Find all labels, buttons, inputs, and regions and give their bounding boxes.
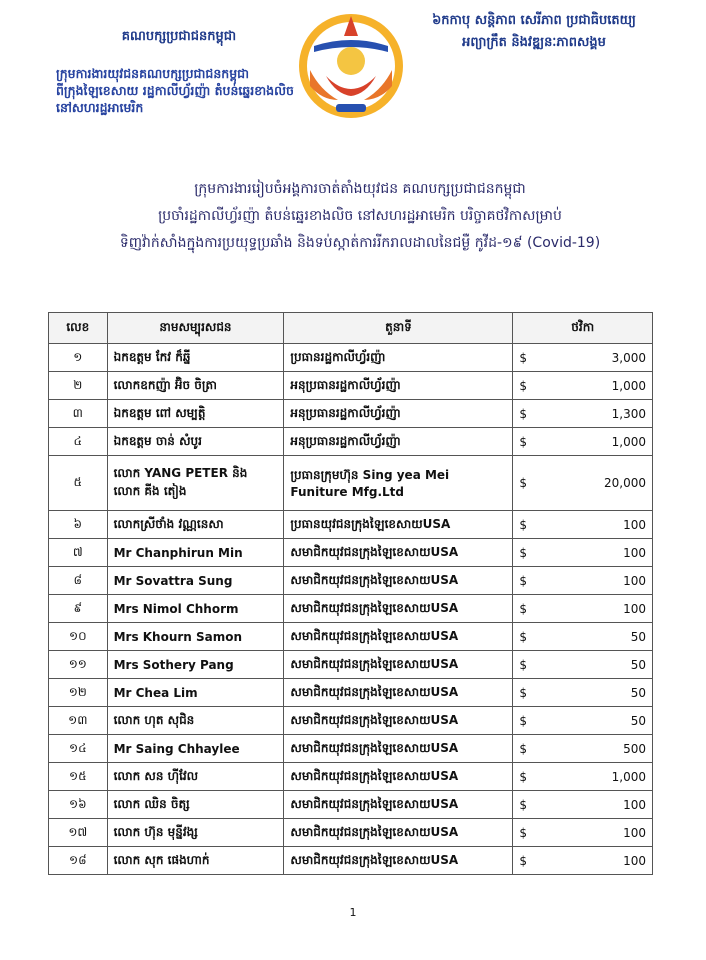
currency-symbol: $ [519, 685, 528, 700]
amount-value: 50 [630, 657, 646, 672]
row-number: ១១ [49, 651, 108, 679]
currency-symbol: $ [519, 713, 528, 728]
donor-name: លោក ឈិន ចិត្ស [107, 791, 284, 819]
currency-symbol: $ [519, 406, 528, 421]
row-number: ៣ [49, 400, 108, 428]
row-number: ១៨ [49, 847, 108, 875]
organization-lines [48, 65, 310, 116]
row-number: ១២ [49, 679, 108, 707]
donor-position: សមាជិកយុវជនក្រុងឡៃខេសាយUSA [284, 735, 513, 763]
table-row [49, 623, 653, 651]
amount-value: 100 [623, 853, 646, 868]
donor-position: ប្រធានរដ្ឋកាលីហ្វ័រញ៉ា [284, 344, 513, 372]
donation-amount [513, 344, 653, 372]
donor-name: លោកស្រីថាំង វណ្ណនេសា [107, 511, 284, 539]
donor-name: Mrs Khourn Samon [107, 623, 284, 651]
title-line: ប្រចាំរដ្ឋកាលីហ្វ័រញ៉ា តំបន់ឆ្នេរខាងលិច នៅសហរដ្ឋអាមេរិក បរិច្ចាគថវិកាសម្រាប់ [158, 208, 562, 224]
national-motto: ៦កកាបុ សន្តិភាព សេរីភាព ប្រជាធិបតេយ្យ [432, 13, 636, 28]
donor-name: លោក ហុត សុជិន [107, 707, 284, 735]
donation-amount [513, 511, 653, 539]
donor-position: សមាជិកយុវជនក្រុងឡៃខេសាយUSA [284, 707, 513, 735]
header-name: នាមសម្បុរសជន [107, 313, 284, 344]
currency-symbol: $ [519, 825, 528, 840]
row-number: ៥ [49, 456, 108, 511]
donation-amount [513, 707, 653, 735]
donor-name: Mr Saing Chhaylee [107, 735, 284, 763]
currency-symbol: $ [519, 741, 528, 756]
national-motto-line-2: អព្យាក្រឹត និងវឌ្ឍនៈភាពសង្គម [462, 35, 606, 50]
donor-name: លោក YANG PETER និង លោក គីង តៀង [107, 456, 284, 511]
party-name: គណបក្សប្រជាជនកម្ពុជា [121, 29, 237, 44]
amount-value: 100 [623, 545, 646, 560]
row-number: ១៤ [49, 735, 108, 763]
header-position: តួនាទី [284, 313, 513, 344]
amount-value: 100 [623, 797, 646, 812]
table-row [49, 791, 653, 819]
amount-value: 1,300 [611, 406, 646, 421]
donor-name: Mrs Sothery Pang [107, 651, 284, 679]
donor-position: សមាជិកយុវជនក្រុងឡៃខេសាយUSA [284, 679, 513, 707]
currency-symbol: $ [519, 378, 528, 393]
organization-line: ក្រុមការងារយុវជនគណបក្សប្រជាជនកម្ពុជា [56, 66, 250, 81]
donation-amount [513, 679, 653, 707]
donation-amount [513, 791, 653, 819]
donation-amount [513, 623, 653, 651]
currency-symbol: $ [519, 517, 528, 532]
donor-name: ឯកឧត្តម កែវ ក៏ឆ្នី [107, 344, 284, 372]
donation-amount [513, 567, 653, 595]
donation-amount [513, 763, 653, 791]
donation-amount [513, 456, 653, 511]
donor-position: សមាជិកយុវជនក្រុងឡៃខេសាយUSA [284, 819, 513, 847]
amount-value: 100 [623, 825, 646, 840]
row-number: ១៥ [49, 763, 108, 791]
table-row [49, 651, 653, 679]
donation-amount [513, 847, 653, 875]
amount-value: 100 [623, 601, 646, 616]
donor-name: Mr Chanphirun Min [107, 539, 284, 567]
donor-position: សមាជិកយុវជនក្រុងឡៃខេសាយUSA [284, 763, 513, 791]
amount-value: 3,000 [611, 350, 646, 365]
amount-value: 50 [630, 629, 646, 644]
donation-amount [513, 651, 653, 679]
donor-position: ប្រធានក្រុមហ៊ុន Sing yea Mei Funiture Mfg.Ltd [284, 456, 513, 511]
donor-position: សមាជិកយុវជនក្រុងឡៃខេសាយUSA [284, 539, 513, 567]
row-number: ៧ [49, 539, 108, 567]
donor-position: សមាជិកយុវជនក្រុងឡៃខេសាយUSA [284, 595, 513, 623]
header-amount: ថវិកា [513, 313, 653, 344]
row-number: ៨ [49, 567, 108, 595]
amount-value: 500 [623, 741, 646, 756]
currency-symbol: $ [519, 853, 528, 868]
donation-amount [513, 819, 653, 847]
table-row [49, 428, 653, 456]
table-row [49, 763, 653, 791]
table-row [49, 847, 653, 875]
donor-name: លោកឧកញ៉ា អ៊ិច ចិត្រា [107, 372, 284, 400]
donor-name: លោក សន ហ៊ីវែល [107, 763, 284, 791]
donor-position: សមាជិកយុវជនក្រុងឡៃខេសាយUSA [284, 623, 513, 651]
table-row [49, 344, 653, 372]
donation-amount [513, 539, 653, 567]
amount-value: 100 [623, 573, 646, 588]
document-title [40, 176, 680, 257]
donor-name: Mr Chea Lim [107, 679, 284, 707]
row-number: ២ [49, 372, 108, 400]
donor-name: ឯកឧត្តម ពៅ សម្បត្តិ [107, 400, 284, 428]
donor-position: អនុប្រធានរដ្ឋកាលីហ្វ័រញ៉ា [284, 372, 513, 400]
currency-symbol: $ [519, 476, 528, 490]
table-row [49, 372, 653, 400]
organization-line: នៅសហរដ្ឋអាមេរិក [56, 100, 144, 115]
amount-value: 100 [623, 517, 646, 532]
donation-amount [513, 428, 653, 456]
currency-symbol: $ [519, 573, 528, 588]
donation-amount [513, 372, 653, 400]
currency-symbol: $ [519, 769, 528, 784]
table-row [49, 511, 653, 539]
amount-value: 1,000 [611, 434, 646, 449]
row-number: ៤ [49, 428, 108, 456]
table-row [49, 595, 653, 623]
table-row [49, 707, 653, 735]
currency-symbol: $ [519, 629, 528, 644]
row-number: ១៧ [49, 819, 108, 847]
currency-symbol: $ [519, 797, 528, 812]
donor-position: សមាជិកយុវជនក្រុងឡៃខេសាយUSA [284, 847, 513, 875]
row-number: ៦ [49, 511, 108, 539]
donor-position: ប្រធានយុវជនក្រុងឡៃខេសាយUSA [284, 511, 513, 539]
organization-line: ពីក្រុងឡៃខេសាយ រដ្ឋកាលីហ្វ័រញ៉ា តំបន់ឆ្នេរខាងលិច [56, 83, 294, 98]
table-row [49, 679, 653, 707]
title-line: ទិញវ៉ាក់សាំងក្នុងការប្រយុទ្ធប្រឆាំង និងទប់ស្កាត់ការរីករាលដាលនៃជម្ងឺ កូវីដ-១៩ (Covid-19) [119, 235, 601, 251]
header-right [384, 10, 684, 54]
currency-symbol: $ [519, 657, 528, 672]
currency-symbol: $ [519, 434, 528, 449]
title-line: ក្រុមការងាររៀបចំអង្គការចាត់តាំងយុវជន គណបក្សប្រជាជនកម្ពុជា [194, 181, 526, 197]
currency-symbol: $ [519, 350, 528, 365]
donor-name: ឯកឧត្តម ចាន់ សំបូរ [107, 428, 284, 456]
row-number: ១ [49, 344, 108, 372]
donor-name: លោក សុក ផេងហាក់ [107, 847, 284, 875]
header-number: លេខ [49, 313, 108, 344]
donor-position: អនុប្រធានរដ្ឋកាលីហ្វ័រញ៉ា [284, 400, 513, 428]
amount-value: 50 [630, 713, 646, 728]
currency-symbol: $ [519, 601, 528, 616]
table-body [49, 344, 653, 875]
donation-amount [513, 735, 653, 763]
row-number: ១៣ [49, 707, 108, 735]
donation-table [48, 312, 653, 875]
header-left [48, 22, 310, 116]
currency-symbol: $ [519, 545, 528, 560]
table-row [49, 819, 653, 847]
amount-value: 20,000 [604, 476, 646, 490]
donor-name: លោក ហ៊ុន មុន្នីវង្ស [107, 819, 284, 847]
amount-value: 1,000 [611, 378, 646, 393]
row-number: ១៦ [49, 791, 108, 819]
table-row [49, 567, 653, 595]
donor-position: សមាជិកយុវជនក្រុងឡៃខេសាយUSA [284, 791, 513, 819]
table-row [49, 539, 653, 567]
table-row [49, 735, 653, 763]
row-number: ១០ [49, 623, 108, 651]
donor-position: អនុប្រធានរដ្ឋកាលីហ្វ័រញ៉ា [284, 428, 513, 456]
donor-position: សមាជិកយុវជនក្រុងឡៃខេសាយUSA [284, 567, 513, 595]
donation-amount [513, 400, 653, 428]
table-row [49, 400, 653, 428]
table-row [49, 456, 653, 511]
donor-position: សមាជិកយុវជនក្រុងឡៃខេសាយUSA [284, 651, 513, 679]
donation-amount [513, 595, 653, 623]
donor-name: Mrs Nimol Chhorm [107, 595, 284, 623]
amount-value: 50 [630, 685, 646, 700]
page-number: 1 [349, 906, 357, 919]
amount-value: 1,000 [611, 769, 646, 784]
row-number: ៩ [49, 595, 108, 623]
donor-name: Mr Sovattra Sung [107, 567, 284, 595]
table-header-row [49, 313, 653, 344]
